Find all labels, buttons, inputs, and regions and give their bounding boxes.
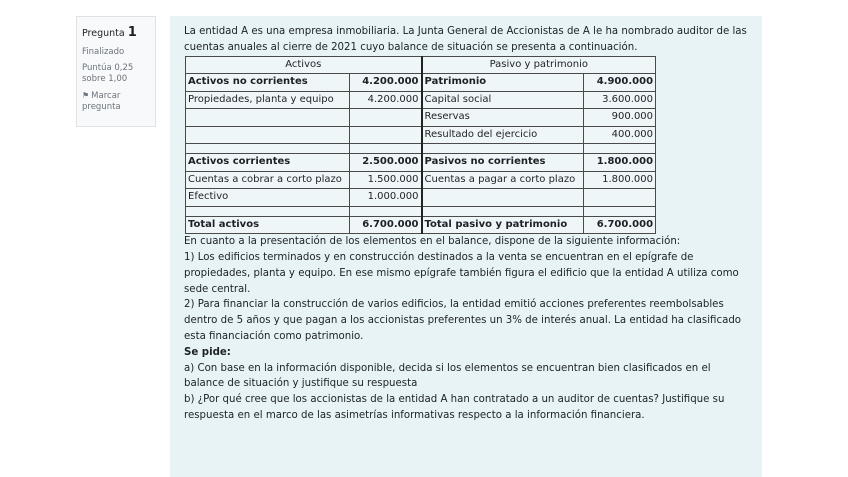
table-row xyxy=(186,206,656,216)
task-b: b) ¿Por qué cree que los accionistas de la entidad A han contratado a un auditor de cuentas? Justifique su respuesta en el marco de las asimetrías informativas respecto a la información financiera. xyxy=(184,394,725,422)
table-cell-amount: 1.500.000 xyxy=(350,171,422,189)
task-a: a) Con base en la información disponible, decida si los elementos se encuentran bien clasificados en el balance de situación y justifique su respuesta xyxy=(184,362,711,390)
table-cell-amount: 4.200.000 xyxy=(350,91,422,109)
question-intro: La entidad A es una empresa inmobiliaria. La Junta General de Accionistas de A le ha nombrado auditor de las cuentas anuales al cierre de 2021 cuyo balance de situación se presenta a continuación. xyxy=(184,26,747,53)
table-cell-amount: 1.800.000 xyxy=(584,154,656,172)
table-cell-label: Resultado del ejercicio xyxy=(422,126,584,144)
question-score: Puntúa 0,25 sobre 1,00 xyxy=(82,63,134,85)
table-cell-label: Cuentas a pagar a corto plazo xyxy=(422,171,584,189)
table-row xyxy=(186,144,656,154)
header-assets: Activos xyxy=(186,56,422,74)
header-liabilities-equity: Pasivo y patrimonio xyxy=(422,56,656,74)
table-cell-label xyxy=(422,189,584,207)
table-cell-amount: 1.000.000 xyxy=(350,189,422,207)
table-cell-label xyxy=(186,109,350,127)
question-info-panel xyxy=(76,16,156,127)
table-cell-label: Cuentas a cobrar a corto plazo xyxy=(186,171,350,189)
table-cell-label xyxy=(186,206,350,216)
table-row xyxy=(186,216,656,234)
info-item-1: 1) Los edificios terminados y en construcción destinados a la venta se encuentran en el epígrafe de propiedades, planta y equipo. En ese mismo epígrafe también figura el edificio que la entidad A utiliza como sede central. xyxy=(184,251,739,295)
table-cell-label: Activos no corrientes xyxy=(186,74,350,92)
table-row xyxy=(186,154,656,172)
table-cell-amount: 400.000 xyxy=(584,126,656,144)
table-row xyxy=(186,126,656,144)
balance-sheet-table xyxy=(185,56,656,235)
question-content xyxy=(170,16,762,477)
table-row xyxy=(186,91,656,109)
table-cell-label: Pasivos no corrientes xyxy=(422,154,584,172)
table-cell-amount xyxy=(350,109,422,127)
table-cell-amount: 1.800.000 xyxy=(584,171,656,189)
table-cell-label: Total activos xyxy=(186,216,350,234)
se-pide-heading: Se pide: xyxy=(184,346,231,358)
table-cell-label: Activos corrientes xyxy=(186,154,350,172)
table-cell-amount: 6.700.000 xyxy=(350,216,422,234)
question-state: Finalizado xyxy=(82,46,125,57)
table-cell-label: Reservas xyxy=(422,109,584,127)
table-cell-amount: 4.200.000 xyxy=(350,74,422,92)
flag-question-label: Marcar pregunta xyxy=(82,90,121,113)
table-header-row xyxy=(186,56,656,74)
table-cell-label xyxy=(186,126,350,144)
table-cell-label: Total pasivo y patrimonio xyxy=(422,216,584,234)
table-cell-label: Propiedades, planta y equipo xyxy=(186,91,350,109)
question-number: 1 xyxy=(127,25,137,40)
flag-question-link[interactable] xyxy=(82,91,150,114)
table-cell-amount xyxy=(584,206,656,216)
info-intro: En cuanto a la presentación de los elementos en el balance, dispone de la siguiente información: xyxy=(184,236,681,248)
table-cell-label: Patrimonio xyxy=(422,74,584,92)
flag-icon: ⚑ xyxy=(82,90,90,100)
table-cell-amount: 3.600.000 xyxy=(584,91,656,109)
table-cell-label xyxy=(422,144,584,154)
table-cell-label xyxy=(422,206,584,216)
table-cell-label: Efectivo xyxy=(186,189,350,207)
table-cell-amount xyxy=(350,144,422,154)
table-cell-amount xyxy=(584,189,656,207)
table-cell-label: Capital social xyxy=(422,91,584,109)
table-row xyxy=(186,171,656,189)
table-row xyxy=(186,74,656,92)
table-cell-amount: 6.700.000 xyxy=(584,216,656,234)
table-cell-label xyxy=(186,144,350,154)
table-cell-amount xyxy=(350,206,422,216)
table-cell-amount: 4.900.000 xyxy=(584,74,656,92)
table-cell-amount: 2.500.000 xyxy=(350,154,422,172)
question-title-prefix: Pregunta xyxy=(82,28,125,39)
question-title xyxy=(82,24,150,42)
table-cell-amount: 900.000 xyxy=(584,109,656,127)
info-item-2: 2) Para financiar la construcción de varios edificios, la entidad emitió acciones preferentes reembolsables dentro de 5 años y que pagan a los accionistas preferentes un 3% de interés anual. La entidad ha clasificado esta financiación como patrimonio. xyxy=(184,299,742,342)
table-row xyxy=(186,189,656,207)
table-cell-amount xyxy=(584,144,656,154)
table-cell-amount xyxy=(350,126,422,144)
table-row xyxy=(186,109,656,127)
